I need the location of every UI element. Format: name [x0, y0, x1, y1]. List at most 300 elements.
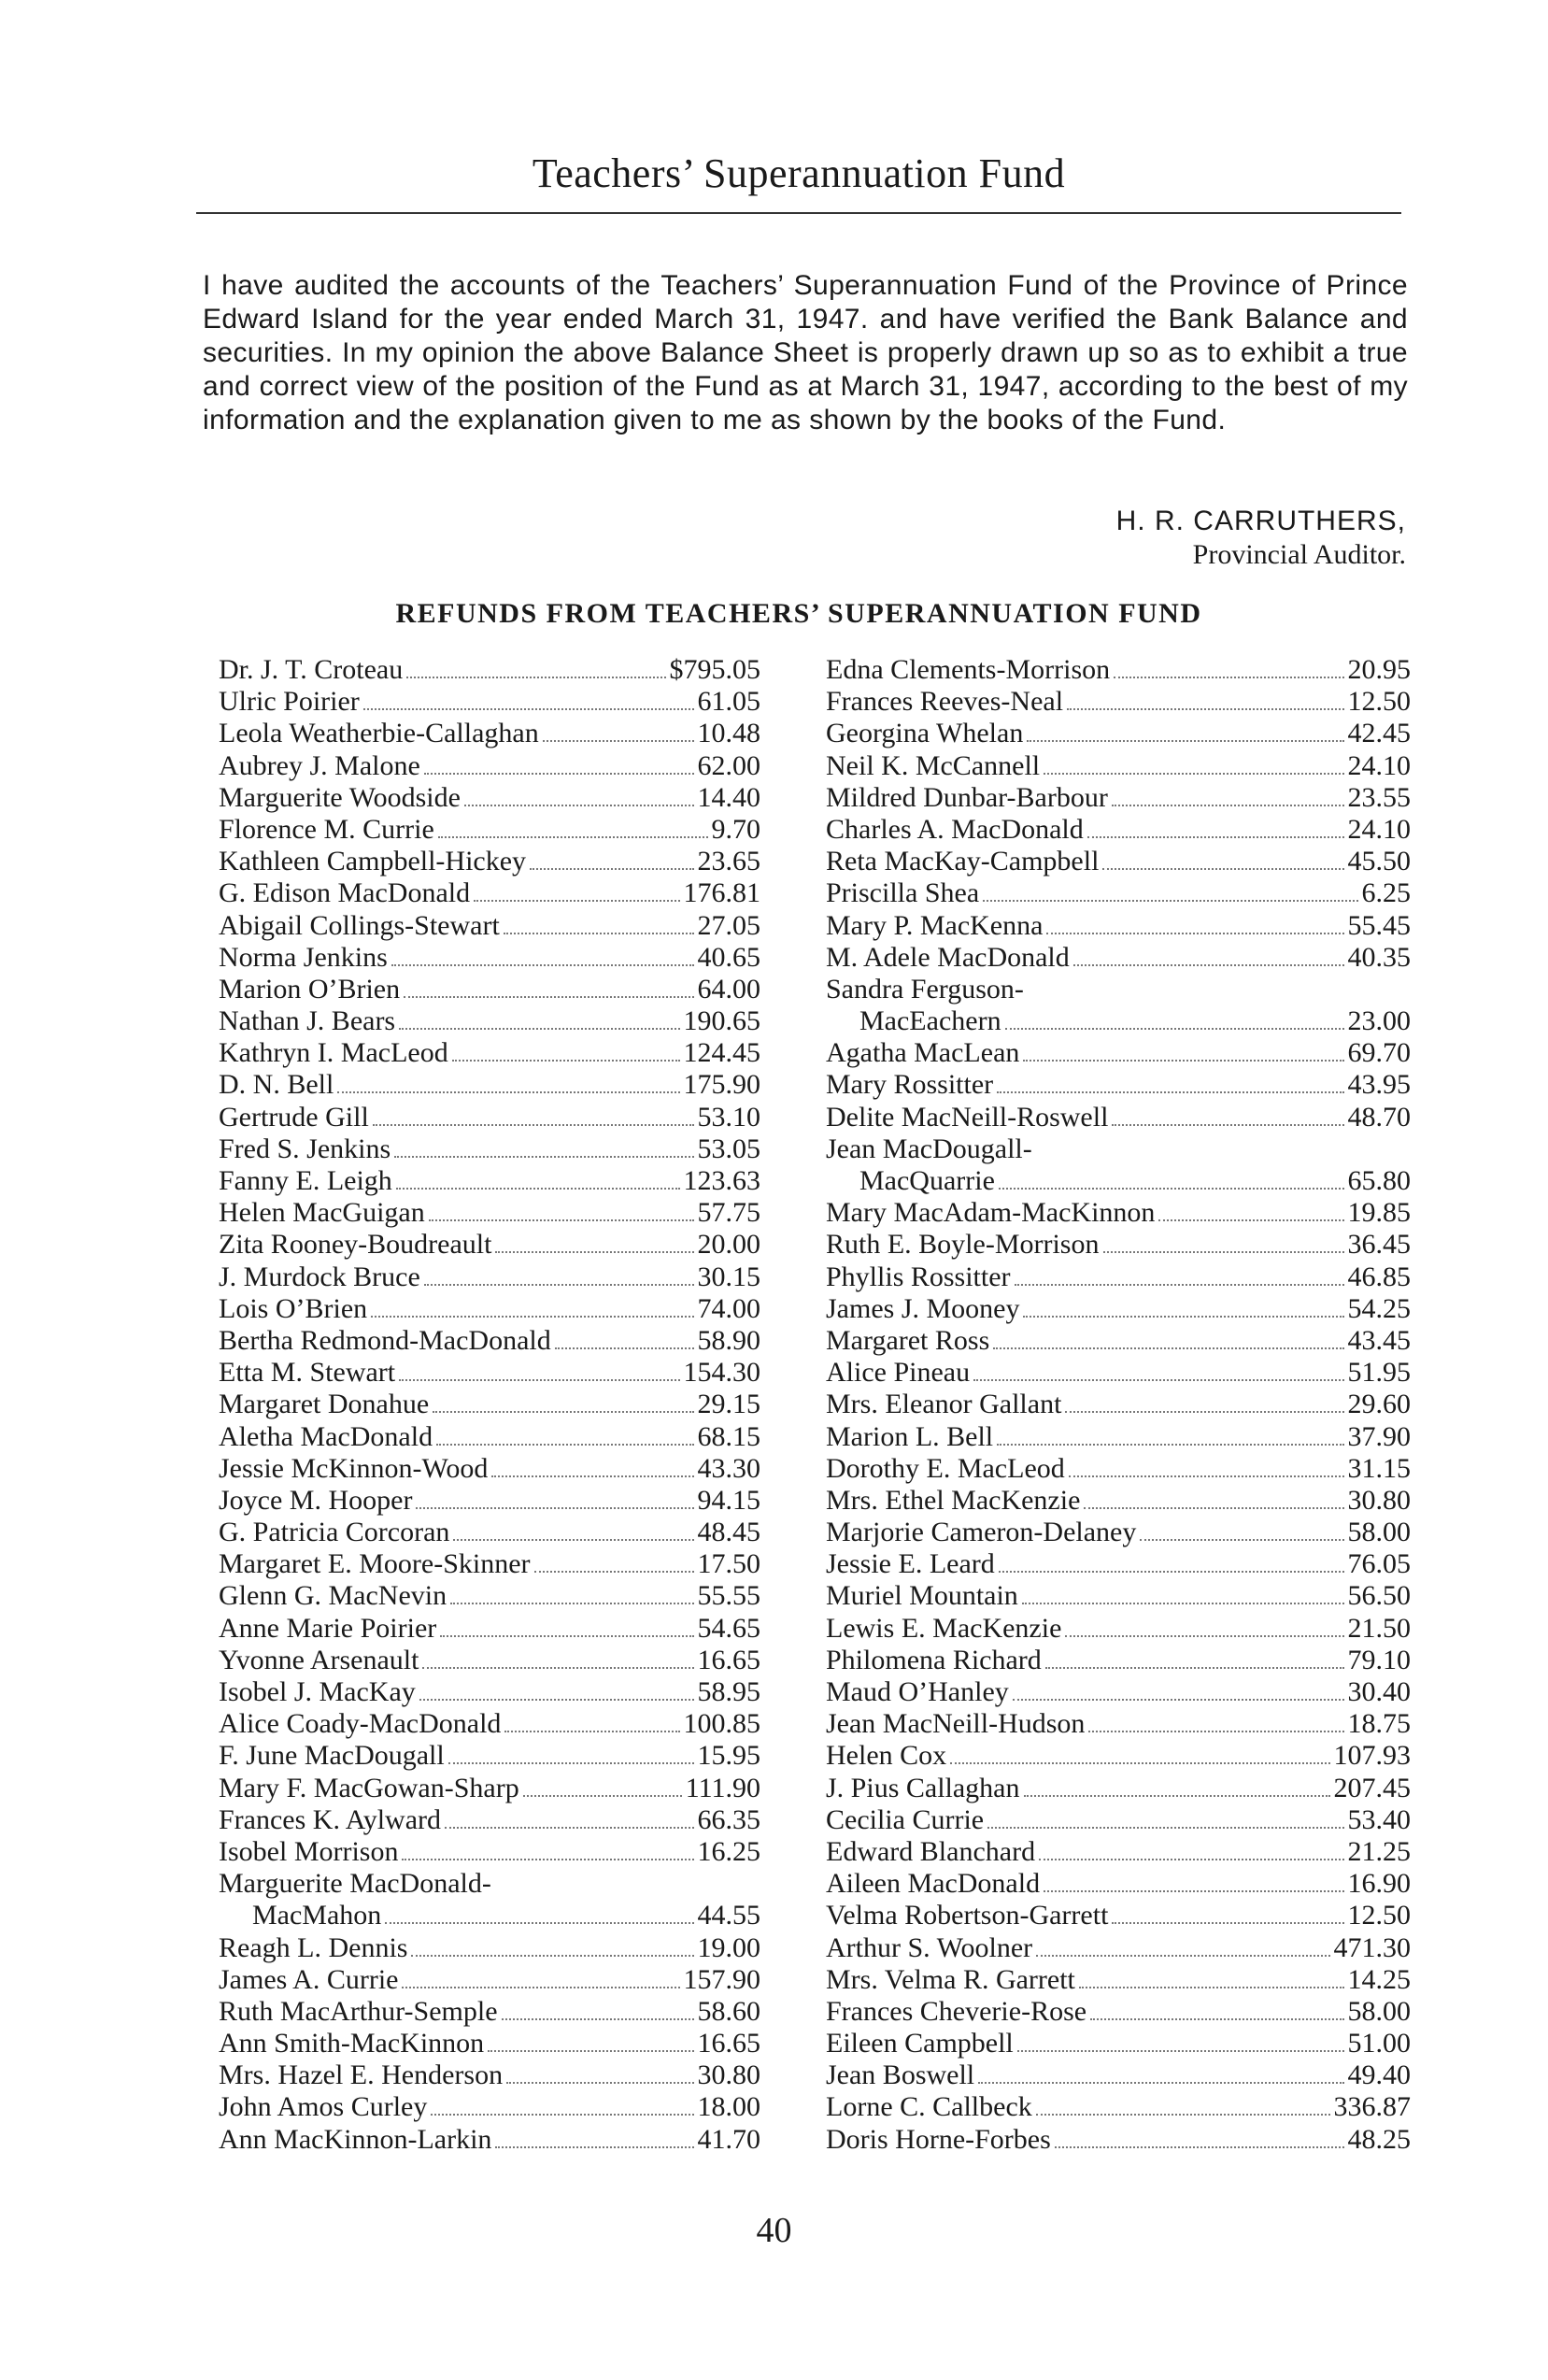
refund-entry [219, 1868, 760, 1900]
refund-amount: 107.93 [1333, 1740, 1411, 1772]
refund-name: Mary MacAdam-MacKinnon [826, 1197, 1156, 1229]
dot-leader [950, 1762, 1329, 1764]
refund-amount: 30.15 [697, 1261, 760, 1292]
refund-entry [219, 1836, 760, 1868]
refund-amount: 30.80 [1347, 1484, 1411, 1516]
refund-name: Dorothy E. MacLeod [826, 1452, 1065, 1484]
refund-name: Mildred Dunbar-Barbour [826, 781, 1108, 813]
dot-leader [1140, 1539, 1343, 1541]
refund-name: Fred S. Jenkins [219, 1133, 391, 1164]
refund-name: Georgina Whelan [826, 718, 1024, 749]
refund-name: Doris Horne-Forbes [826, 2123, 1051, 2155]
refunds-section-title: REFUNDS FROM TEACHERS’ SUPERANNUATION FUND [395, 598, 1202, 629]
refund-amount: 6.25 [1361, 877, 1411, 909]
refund-name: D. N. Bell [219, 1069, 334, 1101]
refund-name: Margaret Donahue [219, 1389, 430, 1420]
refund-name: Velma Robertson-Garrett [826, 1900, 1109, 1931]
refund-entry [826, 1932, 1411, 1964]
refund-amount: 24.10 [1347, 749, 1411, 781]
refund-name: Jessie McKinnon-Wood [219, 1452, 489, 1484]
dot-leader [504, 933, 694, 934]
refund-entry [826, 1197, 1411, 1229]
refund-name: Ulric Poirier [219, 686, 360, 718]
refund-amount: 36.45 [1347, 1229, 1411, 1261]
refund-name: Edward Blanchard [826, 1835, 1036, 1867]
dot-leader [416, 1507, 693, 1509]
refund-entry [826, 1517, 1411, 1548]
dot-leader [506, 2082, 693, 2084]
refund-entry [826, 1037, 1411, 1069]
refund-name: Aileen MacDonald [826, 1868, 1041, 1900]
refund-entry [826, 750, 1411, 782]
refund-amount: 19.00 [697, 1931, 760, 1963]
refund-name: Ruth MacArthur-Semple [219, 1995, 498, 2027]
refund-name: MacEachern [859, 1005, 1001, 1037]
refund-entry [219, 814, 760, 846]
refund-amount: 58.60 [697, 1995, 760, 2027]
refund-amount: 16.65 [697, 2028, 760, 2059]
refund-entry [219, 1645, 760, 1676]
refund-name: Mrs. Eleanor Gallant [826, 1389, 1062, 1420]
dot-leader [391, 964, 694, 966]
auditor-title: Provincial Auditor. [1192, 539, 1406, 570]
refund-amount: 53.40 [1347, 1803, 1411, 1835]
refund-entry [826, 782, 1411, 814]
refund-amount: 20.00 [697, 1229, 760, 1261]
refund-entry [219, 1005, 760, 1037]
dot-leader [385, 1922, 693, 1924]
refund-name: Marion O’Brien [219, 973, 401, 1005]
refund-entry [219, 1708, 760, 1740]
refund-entry [219, 910, 760, 942]
refund-entry [826, 686, 1411, 718]
refund-name: Mrs. Ethel MacKenzie [826, 1484, 1081, 1516]
refund-amount: 55.55 [697, 1580, 760, 1612]
dot-leader [1112, 805, 1344, 806]
dot-leader [999, 1571, 1344, 1573]
dot-leader [1088, 1731, 1343, 1732]
refund-amount: 65.80 [1347, 1165, 1411, 1196]
refund-amount: 58.00 [1347, 1995, 1411, 2027]
refund-name: G. Patricia Corcoran [219, 1517, 450, 1548]
refund-amount: 76.05 [1347, 1548, 1411, 1580]
dot-leader [1065, 1635, 1343, 1637]
dot-leader [1112, 1124, 1343, 1126]
refund-amount: 336.87 [1333, 2091, 1411, 2123]
refund-entry [826, 1613, 1411, 1645]
refund-amount: 51.95 [1347, 1357, 1411, 1389]
refund-name: Lorne C. Callbeck [826, 2091, 1032, 2123]
dot-leader [1090, 2018, 1343, 2020]
refund-amount: 21.50 [1347, 1612, 1411, 1644]
refund-amount: 41.70 [697, 2123, 760, 2155]
refund-entry [826, 1102, 1411, 1133]
refund-amount: 21.25 [1347, 1835, 1411, 1867]
refund-entry [826, 1580, 1411, 1612]
refund-name: Charles A. MacDonald [826, 813, 1084, 845]
refund-amount: 51.00 [1347, 2028, 1411, 2059]
dot-leader [1044, 1890, 1343, 1892]
dot-leader [404, 996, 693, 998]
refund-name: J. Murdock Bruce [219, 1261, 420, 1292]
refund-entry [826, 1676, 1411, 1708]
dot-leader [394, 1156, 693, 1158]
refund-name: Isobel J. MacKay [219, 1676, 416, 1707]
refund-name: Gertrude Gill [219, 1101, 369, 1133]
refund-entry [219, 942, 760, 974]
refund-entry [219, 1261, 760, 1293]
refund-name: Arthur S. Woolner [826, 1931, 1033, 1963]
refund-amount: 15.95 [697, 1740, 760, 1772]
dot-leader [1055, 2146, 1344, 2148]
refund-amount: 48.70 [1347, 1101, 1411, 1133]
refund-amount: 24.10 [1347, 813, 1411, 845]
refund-amount: 10.48 [697, 718, 760, 749]
refund-entry [826, 942, 1411, 974]
refund-name: Helen Cox [826, 1740, 947, 1772]
refund-entry [826, 1708, 1411, 1740]
refund-name: MacMahon [252, 1900, 382, 1931]
refund-name: Muriel Mountain [826, 1580, 1018, 1612]
refund-name: Frances Cheverie-Rose [826, 1995, 1087, 2027]
refund-name: J. Pius Callaghan [826, 1772, 1020, 1803]
refund-name: Alice Pineau [826, 1357, 971, 1389]
dot-leader [402, 1859, 693, 1860]
refund-name: Anne Marie Poirier [219, 1612, 437, 1644]
refund-entry [826, 1229, 1411, 1261]
refund-amount: 471.30 [1333, 1931, 1411, 1963]
refund-entry [219, 718, 760, 749]
dot-leader [424, 1284, 694, 1286]
refund-entry [219, 974, 760, 1005]
dot-leader [1045, 1667, 1344, 1669]
refund-entry [219, 2091, 760, 2123]
refund-amount: 44.55 [697, 1900, 760, 1931]
refunds-right-column [826, 654, 1411, 2156]
refund-amount: 40.65 [697, 941, 760, 973]
refund-amount: 29.60 [1347, 1389, 1411, 1420]
dot-leader [402, 1987, 679, 1988]
refund-entry [219, 1932, 760, 1964]
refund-name: Leola Weatherbie-Callaghan [219, 718, 539, 749]
dot-leader [1102, 868, 1343, 870]
auditor-name: H. R. CARRUTHERS, [1115, 506, 1406, 536]
refund-name: Agatha MacLean [826, 1037, 1020, 1069]
refund-name: Fanny E. Leigh [219, 1165, 392, 1196]
refund-name: Reagh L. Dennis [219, 1931, 408, 1963]
refund-amount: 154.30 [683, 1357, 760, 1389]
refund-name: Eileen Campbell [826, 2028, 1014, 2059]
refund-amount: 69.70 [1347, 1037, 1411, 1069]
dot-leader [543, 740, 694, 742]
refund-entry [219, 1453, 760, 1485]
dot-leader [1039, 1859, 1343, 1860]
dot-leader [1036, 1955, 1329, 1957]
refund-amount: 46.85 [1347, 1261, 1411, 1292]
dot-leader [987, 1827, 1343, 1829]
refund-entry [826, 1836, 1411, 1868]
dot-leader [488, 2050, 693, 2052]
dot-leader [373, 1124, 694, 1126]
refund-name: Florence M. Currie [219, 813, 434, 845]
refund-entry [826, 1389, 1411, 1420]
refund-amount: 100.85 [683, 1708, 760, 1740]
refund-name: Kathleen Campbell-Hickey [219, 846, 527, 877]
refund-name: Ann Smith-MacKinnon [219, 2028, 485, 2059]
refund-name: Marjorie Cameron-Delaney [826, 1517, 1137, 1548]
page-header-title: Teachers’ Superannuation Fund [532, 150, 1066, 196]
refund-amount: 68.15 [697, 1420, 760, 1452]
refund-entry [219, 1773, 760, 1804]
refund-name: Jean MacDougall- [826, 1133, 1032, 1164]
refund-amount: 43.95 [1347, 1069, 1411, 1101]
dot-leader [419, 1699, 694, 1701]
dot-leader [450, 1603, 693, 1604]
refund-entry [219, 846, 760, 877]
refund-amount: 18.00 [697, 2091, 760, 2123]
dot-leader [1017, 2050, 1344, 2052]
refund-entry [826, 814, 1411, 846]
refund-amount: 66.35 [697, 1803, 760, 1835]
dot-leader [973, 1379, 1343, 1381]
refund-name: Mary P. MacKenna [826, 909, 1044, 941]
refund-amount: 37.90 [1347, 1420, 1411, 1452]
dot-leader [997, 1444, 1343, 1446]
refund-amount: 54.25 [1347, 1292, 1411, 1324]
refund-entry [219, 1740, 760, 1772]
dot-leader [495, 2146, 693, 2148]
refund-amount: 48.25 [1347, 2123, 1411, 2155]
refund-entry [826, 1485, 1411, 1517]
refund-entry [826, 877, 1411, 909]
refund-amount: 64.00 [697, 973, 760, 1005]
refund-entry [219, 654, 760, 686]
refund-entry [219, 1996, 760, 2028]
refund-entry [219, 1964, 760, 1996]
refund-name: Mrs. Hazel E. Henderson [219, 2059, 504, 2091]
refund-name: Phyllis Rossitter [826, 1261, 1011, 1292]
refund-entry [219, 750, 760, 782]
refund-amount: 57.75 [697, 1197, 760, 1229]
refund-name: Aletha MacDonald [219, 1420, 433, 1452]
dot-leader [363, 708, 694, 710]
refund-amount: 40.35 [1347, 941, 1411, 973]
refund-amount: 43.45 [1347, 1324, 1411, 1356]
dot-leader [978, 2082, 1343, 2084]
refund-name: G. Edison MacDonald [219, 877, 471, 909]
refund-name: Sandra Ferguson- [826, 973, 1024, 1005]
dot-leader [1044, 773, 1343, 775]
refund-name: Frances Reeves-Neal [826, 686, 1064, 718]
refund-amount: 79.10 [1347, 1644, 1411, 1675]
dot-leader [448, 1762, 694, 1764]
dot-leader [429, 1219, 694, 1221]
refund-name: Priscilla Shea [826, 877, 980, 909]
refund-amount: 45.50 [1347, 846, 1411, 877]
refund-amount: 49.40 [1347, 2059, 1411, 2091]
refund-entry [219, 1069, 760, 1101]
refund-amount: 207.45 [1333, 1772, 1411, 1803]
dot-leader [491, 1475, 693, 1477]
dot-leader [534, 1571, 694, 1573]
refund-entry [219, 1613, 760, 1645]
refund-name: Frances K. Aylward [219, 1803, 442, 1835]
refund-entry [219, 1165, 760, 1197]
refund-entry [826, 2059, 1411, 2091]
refund-entry [219, 1229, 760, 1261]
refund-name: Ann MacKinnon-Larkin [219, 2123, 492, 2155]
refund-name: James A. Currie [219, 1963, 399, 1995]
refund-entry [826, 1740, 1411, 1772]
dot-leader [495, 1251, 693, 1253]
refund-entry [219, 1389, 760, 1420]
refund-name: Delite MacNeill-Roswell [826, 1101, 1109, 1133]
refund-entry [826, 974, 1411, 1005]
refund-entry [826, 910, 1411, 942]
dot-leader [1027, 740, 1343, 742]
refund-amount: 23.65 [697, 846, 760, 877]
refund-entry [826, 1996, 1411, 2028]
refund-entry [826, 1773, 1411, 1804]
dot-leader [1084, 1507, 1343, 1509]
refund-amount: 30.40 [1347, 1676, 1411, 1707]
refund-name: Alice Coady-MacDonald [219, 1708, 502, 1740]
dot-leader [464, 805, 694, 806]
refund-entry [219, 1037, 760, 1069]
dot-leader [1015, 1284, 1344, 1286]
dot-leader [1024, 1795, 1330, 1797]
refund-entry [826, 2091, 1411, 2123]
refund-name: Mary Rossitter [826, 1069, 994, 1101]
refund-entry [826, 1548, 1411, 1580]
refund-name: Aubrey J. Malone [219, 749, 420, 781]
refund-amount: 176.81 [683, 877, 760, 909]
refund-name: Zita Rooney-Boudreault [219, 1229, 492, 1261]
refund-entry [219, 1133, 760, 1165]
refund-amount: 16.90 [1347, 1868, 1411, 1900]
refund-name: Helen MacGuigan [219, 1197, 425, 1229]
dot-leader [436, 1444, 693, 1446]
refund-entry [219, 1197, 760, 1229]
dot-leader [406, 677, 665, 678]
refund-amount: 16.25 [697, 1835, 760, 1867]
dot-leader [433, 1411, 693, 1413]
dot-leader [1046, 933, 1343, 934]
dot-leader [997, 1091, 1343, 1093]
dot-leader [1005, 1028, 1344, 1030]
dot-leader [555, 1347, 694, 1349]
dot-leader [993, 1347, 1343, 1349]
refund-name: M. Adele MacDonald [826, 941, 1070, 973]
refund-amount: 58.95 [697, 1676, 760, 1707]
refund-entry [219, 782, 760, 814]
refund-entry [826, 1261, 1411, 1293]
refund-entry [826, 1165, 1411, 1197]
refund-amount: 58.00 [1347, 1517, 1411, 1548]
refund-amount: 61.05 [697, 686, 760, 718]
refund-name: Joyce M. Hooper [219, 1484, 413, 1516]
refund-amount: 42.45 [1347, 718, 1411, 749]
refund-amount: 94.15 [697, 1484, 760, 1516]
refund-amount: 58.90 [697, 1324, 760, 1356]
refund-name: Ruth E. Boyle-Morrison [826, 1229, 1100, 1261]
refund-amount: 43.30 [697, 1452, 760, 1484]
refund-entry [826, 2028, 1411, 2059]
dot-leader [1013, 1699, 1344, 1701]
refund-name: Margaret Ross [826, 1324, 990, 1356]
refund-name: Jean MacNeill-Hudson [826, 1708, 1086, 1740]
dot-leader [399, 1028, 679, 1030]
refund-entry [219, 1357, 760, 1389]
refund-entry [826, 1900, 1411, 1931]
dot-leader [999, 1188, 1344, 1190]
refund-amount: 17.50 [697, 1548, 760, 1580]
refund-entry [219, 2059, 760, 2091]
refund-amount: 30.80 [697, 2059, 760, 2091]
refund-entry [826, 1005, 1411, 1037]
dot-leader [1067, 708, 1343, 710]
refund-name: Marguerite Woodside [219, 781, 461, 813]
refund-entry [219, 877, 760, 909]
refund-amount: 29.15 [697, 1389, 760, 1420]
refund-amount: 157.90 [683, 1963, 760, 1995]
refund-name: Norma Jenkins [219, 941, 388, 973]
refund-amount: 23.55 [1347, 781, 1411, 813]
refund-amount: 48.45 [697, 1517, 760, 1548]
refund-entry [826, 2124, 1411, 2156]
refund-name: Bertha Redmond-MacDonald [219, 1324, 551, 1356]
dot-leader [502, 2018, 694, 2020]
dot-leader [504, 1731, 679, 1732]
refund-entry [826, 1964, 1411, 1996]
refund-name: Mrs. Velma R. Garrett [826, 1963, 1075, 1995]
refund-amount: 16.65 [697, 1644, 760, 1675]
refund-amount: 14.40 [697, 781, 760, 813]
dot-leader [1022, 1603, 1344, 1604]
dot-leader [431, 2114, 693, 2116]
dot-leader [371, 1316, 693, 1318]
refund-amount: 9.70 [711, 813, 760, 845]
refund-entry [826, 718, 1411, 749]
refund-entry [826, 1293, 1411, 1325]
dot-leader [424, 773, 694, 775]
refund-amount: 175.90 [683, 1069, 760, 1101]
dot-leader [1069, 1475, 1344, 1477]
refund-entry [826, 1804, 1411, 1836]
refund-entry [219, 2028, 760, 2059]
dot-leader [452, 1060, 680, 1062]
dot-leader [1158, 1219, 1343, 1221]
refund-entry [219, 686, 760, 718]
refund-name: Glenn G. MacNevin [219, 1580, 447, 1612]
refund-entry [219, 1804, 760, 1836]
refund-name: Lois O’Brien [219, 1292, 368, 1324]
refund-entry [219, 1421, 760, 1453]
refund-name: Reta MacKay-Campbell [826, 846, 1100, 877]
refund-name: Maud O’Hanley [826, 1676, 1009, 1707]
dot-leader [1114, 677, 1343, 678]
refund-amount: 12.50 [1347, 1900, 1411, 1931]
refund-entry [219, 1102, 760, 1133]
refund-name: MacQuarrie [859, 1165, 995, 1196]
refund-entry [826, 1325, 1411, 1357]
refund-amount: 53.05 [697, 1133, 760, 1164]
refund-entry [826, 1645, 1411, 1676]
dot-leader [474, 900, 679, 902]
refund-name: Etta M. Stewart [219, 1357, 396, 1389]
refund-amount: 27.05 [697, 909, 760, 941]
refund-entry [826, 1069, 1411, 1101]
